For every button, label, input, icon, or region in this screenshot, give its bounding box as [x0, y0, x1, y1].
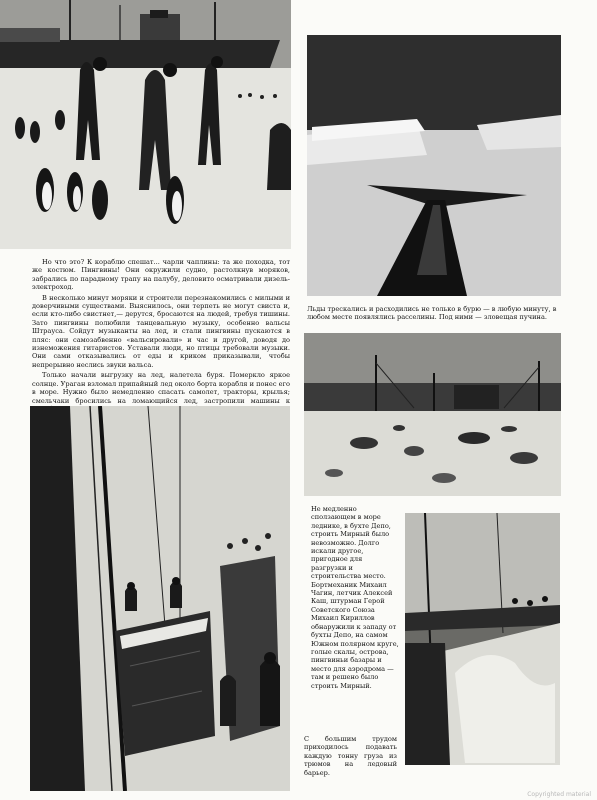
paragraph: В несколько минут моряки и строители перезнакомились с милыми и доверчивыми существами. Выяснилось, они терпеть не могут свиста и, если кто-либо свистнет,— дерутся, бросаются на людей, требуя тишины. Зато пингвины полюбили танцевальную музыку, особенно вальсы Штрауса. Сойдут музыканты на лед, и стали пингвины пускаются в пляс: они самозабвенно «вальсировали» и час и другой, доводя до изнеможения гитаристов. Уставали люди, но птицы требовали музыки. Они сами отказывались от еды и криком приказывали, чтобы непрерывно неслись звуки вальса. [32, 293, 290, 369]
photo-ship-shore [304, 333, 561, 496]
photo-ice-crevasse [307, 35, 561, 296]
photo-penguins-ship [0, 0, 291, 249]
paragraph: Но что это? К кораблю спешат... чарли чаплины: та же походка, тот же костюм. Пингвины! Они окружили судно, растолкнув моряков, забрались по парадному трапу на палубу, деловито осматривали дизель-электроход. [32, 258, 290, 292]
paragraph: Только начали выгрузку на лед, налетела буря. Померкло яркое солнце. Ураган взломал припайный лед около борта корабля и понес его в море. Нужно было немедленно спасать самолет, тракторы, крылья; смельчаки бросились на ломающийся лед, застропили машины к [32, 371, 290, 405]
photo-cargo-unloading [30, 406, 290, 791]
article-intro [32, 258, 290, 415]
caption-cargo: С большим трудом приходилось подавать каждую тонну груза из трюмов на ледовый барьер. [304, 735, 397, 777]
photo-ship-ice-barrier [405, 513, 560, 765]
caption-ice-cracks: Льды трескались и расходились не только в бурю — в любую минуту, в любом месте появлялись расселины. Под ними — зловещая пучина. [307, 305, 557, 322]
copyright-watermark: Copyrighted material [527, 791, 591, 798]
article-mirny: Не медленно сползающем в море леднике, в бухте Депо, строить Мирный было невозможно. Долго искали другое, пригодное для разгрузки и строительства место. Бортмеханик Михаил Чагин, летчик Алексей Каш, штурман Герой Советского Союза Михаил Кириллов обнаружили к западу от бухты Депо, на самом Южном полярном круге, голые скалы, острова, пингвиньи базары и место для аэродрома — там и решено было строить Мирный. [311, 505, 399, 690]
